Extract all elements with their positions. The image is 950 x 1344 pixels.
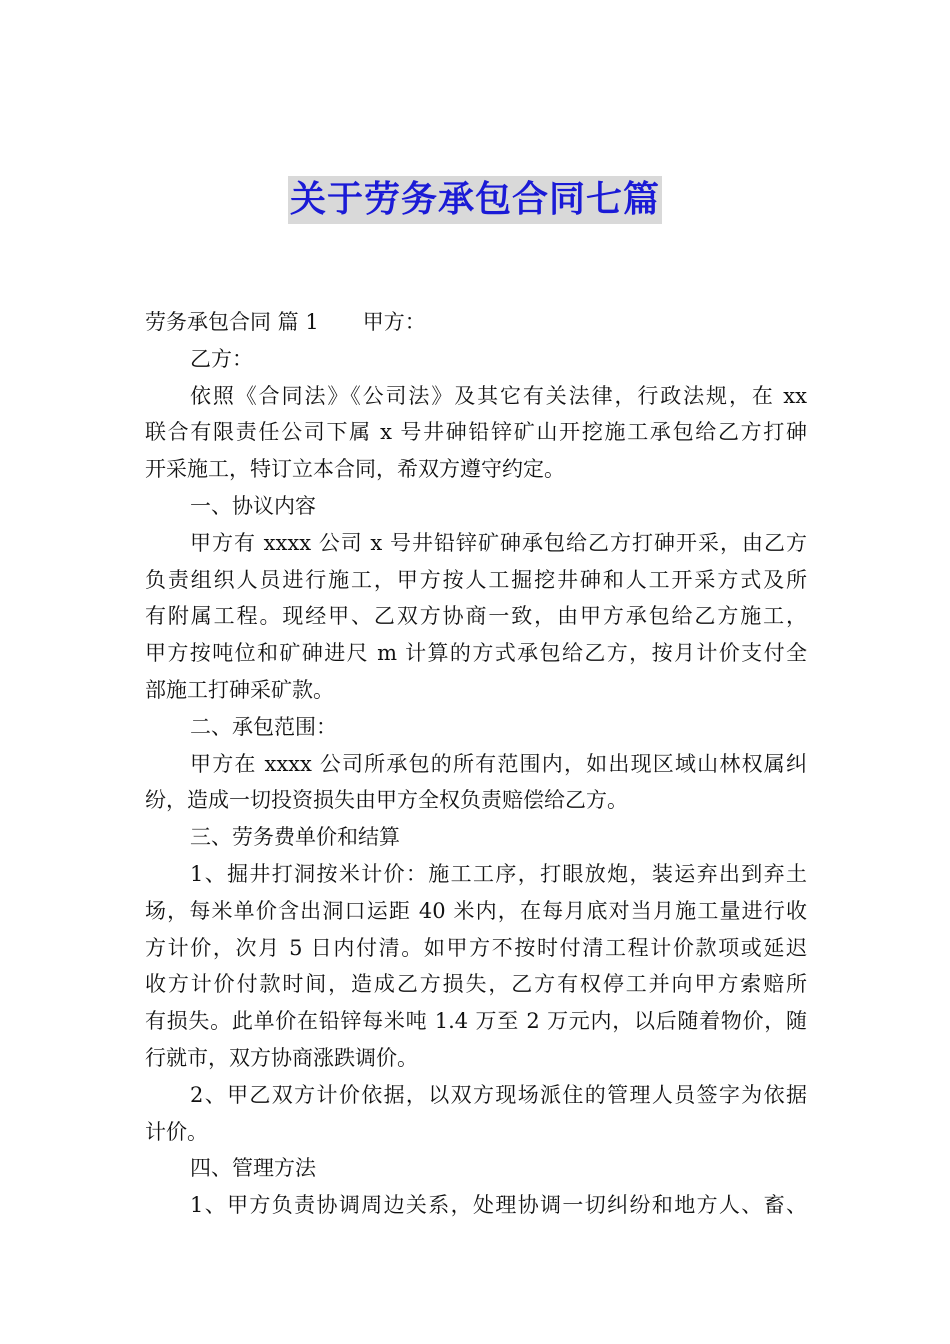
paragraph-line: 四、管理方法 xyxy=(190,1156,316,1181)
paragraph-line: 依照《合同法》《公司法》及其它有关法律，行政法规，在 xx xyxy=(190,383,807,408)
paragraph-line: 开采施工，特订立本合同，希双方遵守约定。 xyxy=(145,457,565,482)
paragraph-line: 有损失。此单价在铅锌每米吨 1.4 万至 2 万元内，以后随着物价，随 xyxy=(145,1009,807,1034)
paragraph-line: 负责组织人员进行施工，甲方按人工掘挖井砷和人工开采方式及所 xyxy=(145,567,807,592)
paragraph-line: 联合有限责任公司下属 x 号井砷铅锌矿山开挖施工承包给乙方打砷 xyxy=(145,420,807,445)
paragraph-line: 三、劳务费单价和结算 xyxy=(190,825,400,850)
paragraph-line: 1、甲方负责协调周边关系，处理协调一切纠纷和地方人、畜、 xyxy=(190,1193,807,1218)
document-body xyxy=(145,304,807,1224)
paragraph-line: 部施工打砷采矿款。 xyxy=(145,677,334,702)
paragraph-line: 方计价，次月 5 日内付清。如甲方不按时付清工程计价款项或延迟 xyxy=(145,935,807,960)
party-a-label: 甲方： xyxy=(362,310,426,334)
paragraph-line: 2、甲乙双方计价依据，以双方现场派住的管理人员签字为依据 xyxy=(190,1082,807,1107)
paragraph-line: 甲方按吨位和矿砷进尺 m 计算的方式承包给乙方，按月计价支付全 xyxy=(145,641,807,666)
paragraph-line: 二、承包范围： xyxy=(190,714,337,739)
paragraph-line: 甲方有 xxxx 公司 x 号井铅锌矿砷承包给乙方打砷开采，由乙方 xyxy=(190,530,807,555)
title-container xyxy=(0,176,950,224)
paragraph-line: 有附属工程。现经甲、乙双方协商一致，由甲方承包给乙方施工， xyxy=(145,604,807,629)
document-title: 关于劳务承包合同七篇 xyxy=(288,176,662,224)
contract-label: 劳务承包合同 篇 1 xyxy=(145,310,319,334)
paragraph-line: 一、协议内容 xyxy=(190,493,316,518)
paragraph-line: 甲方在 xxxx 公司所承包的所有范围内，如出现区域山林权属纠 xyxy=(190,751,807,776)
paragraph-line: 行就市，双方协商涨跌调价。 xyxy=(145,1045,418,1070)
paragraph-line: 纷，造成一切投资损失由甲方全权负责赔偿给乙方。 xyxy=(145,788,628,813)
paragraph-line: 1、掘井打洞按米计价：施工工序，打眼放炮，装运弃出到弃土 xyxy=(190,861,807,886)
paragraph-line: 收方计价付款时间，造成乙方损失，乙方有权停工并向甲方索赔所 xyxy=(145,972,807,997)
paragraph-line: 乙方： xyxy=(190,346,253,371)
paragraph-line: 计价。 xyxy=(145,1119,208,1144)
paragraph-line: 场，每米单价含出洞口运距 40 米内，在每月底对当月施工量进行收 xyxy=(145,898,807,923)
heading-line xyxy=(145,304,807,341)
